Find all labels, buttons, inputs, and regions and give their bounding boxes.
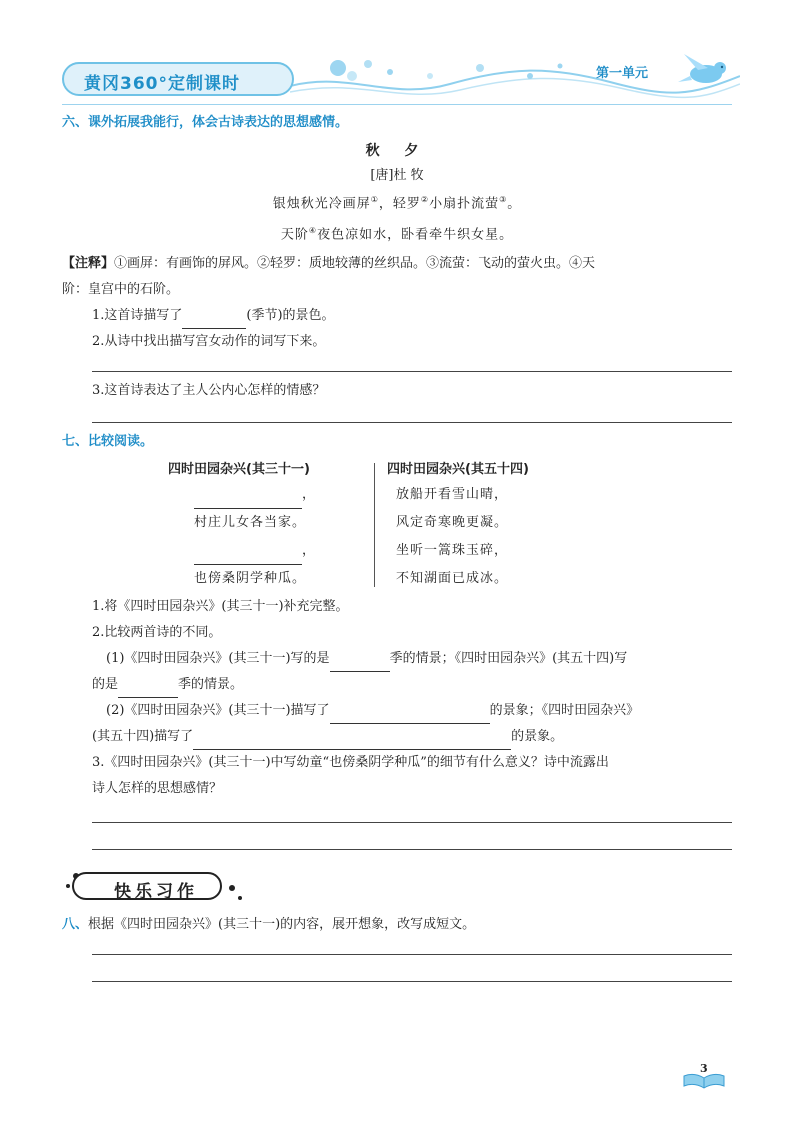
banner-label: 快乐习作 bbox=[114, 881, 198, 902]
poem-title: 秋 夕 bbox=[365, 143, 429, 159]
poem-54 bbox=[348, 459, 568, 593]
poem-31-line-4: 也傍桑阴学种瓜。 bbox=[194, 570, 307, 586]
s7-q2-part-2-cont: (其五十四)描写了 的景象。 bbox=[62, 724, 732, 750]
poem-31-line-1[interactable]: ， bbox=[124, 481, 354, 509]
s7-question-2: 2.比较两首诗的不同。 bbox=[92, 624, 222, 640]
brand-title: 黄冈360°定制课时 bbox=[84, 74, 240, 94]
s6-question-2: 2.从诗中找出描写宫女动作的词写下来。 bbox=[92, 333, 326, 349]
poem-notes bbox=[62, 251, 732, 277]
poem-line-1: 银烛秋光冷画屏①，轻罗②小扇扑流萤③。 bbox=[272, 195, 522, 212]
unit-label: 第一单元 bbox=[596, 66, 649, 81]
notes-heading: 【注释】 bbox=[62, 255, 115, 271]
poem-31-line-3[interactable]: ， bbox=[124, 537, 354, 565]
poem-54-title: 四时田园杂兴(其五十四) bbox=[387, 461, 529, 477]
poem-31-line-2: 村庄儿女各当家。 bbox=[194, 514, 307, 530]
s7-question-3-cont: 诗人怎样的思想感情？ bbox=[92, 780, 223, 796]
happy-writing-banner bbox=[62, 868, 732, 908]
poem-54-line-1: 放船开看雪山晴， bbox=[396, 486, 509, 502]
section-8-title: 八、根据《四时田园杂兴》(其三十一)的内容，展开想象，改写成短文。 bbox=[62, 916, 476, 932]
s7-q2-1-blank-b[interactable] bbox=[118, 682, 178, 698]
s7-q2-part-1: (1)《四时田园杂兴》(其三十一)写的是 季的情景；《四时田园杂兴》(其五十四)写 bbox=[62, 646, 732, 672]
s6-question-1: 1.这首诗描写了 (季节)的景色。 bbox=[62, 303, 732, 329]
poem-31-title: 四时田园杂兴(其三十一) bbox=[168, 461, 310, 477]
banner-box bbox=[72, 872, 222, 900]
poem-author: [唐]杜 牧 bbox=[370, 168, 424, 183]
decorative-wave-bubbles bbox=[290, 46, 740, 108]
open-book-icon bbox=[682, 1070, 726, 1090]
section-7-title: 七、比较阅读。 bbox=[62, 433, 154, 449]
s8-answer-line-2[interactable] bbox=[92, 981, 732, 982]
header-rule bbox=[62, 104, 732, 105]
s6-q2-answer-line[interactable] bbox=[92, 371, 732, 372]
s7-q2-1-blank-a[interactable] bbox=[330, 656, 390, 672]
bird-icon bbox=[676, 50, 732, 90]
s7-q2-part-2: (2)《四时田园杂兴》(其三十一)描写了 的景象；《四时田园杂兴》 bbox=[62, 698, 732, 724]
section-6-title: 六、课外拓展我能行，体会古诗表达的思想感情。 bbox=[62, 115, 349, 130]
notes-body: ①画屏：有画饰的屏风。②轻罗：质地较薄的丝织品。③流萤：飞动的萤火虫。④天 bbox=[114, 255, 596, 271]
worksheet-content bbox=[62, 112, 732, 982]
brand-pill bbox=[62, 62, 294, 96]
poem-54-line-3: 坐听一篙珠玉碎， bbox=[396, 542, 509, 558]
page-header bbox=[0, 0, 794, 110]
poem-comparison bbox=[62, 459, 732, 594]
poem-54-line-4: 不知湖面已成冰。 bbox=[396, 570, 509, 586]
page-number: 3 bbox=[700, 1062, 708, 1075]
s6-q3-answer-line[interactable] bbox=[92, 422, 732, 423]
s7-question-1: 1.将《四时田园杂兴》(其三十一)补充完整。 bbox=[92, 598, 349, 614]
s7-q2-part-1-cont: 的是 季的情景。 bbox=[62, 672, 732, 698]
poem-line-2: 天阶④夜色凉如水，卧看牵牛织女星。 bbox=[280, 226, 514, 243]
s7-q2-2-blank-b[interactable] bbox=[193, 734, 511, 750]
poem-notes-cont: 阶：皇宫中的石阶。 bbox=[62, 281, 180, 297]
poem-54-line-2: 风定奇寒晚更凝。 bbox=[396, 514, 509, 530]
s6-q1-blank[interactable] bbox=[182, 313, 246, 329]
s7-q2-2-blank-a[interactable] bbox=[330, 708, 490, 724]
s7-q3-answer-line-1[interactable] bbox=[92, 822, 732, 823]
s7-q3-answer-line-2[interactable] bbox=[92, 849, 732, 850]
s8-answer-line-1[interactable] bbox=[92, 954, 732, 955]
poem-qiuxi bbox=[62, 140, 732, 249]
poem-31 bbox=[124, 459, 354, 593]
s7-question-3: 3.《四时田园杂兴》(其三十一)中写幼童“也傍桑阴学种瓜”的细节有什么意义？诗中流露出 bbox=[92, 754, 609, 770]
s6-question-3: 3.这首诗表达了主人公内心怎样的情感？ bbox=[92, 382, 326, 398]
